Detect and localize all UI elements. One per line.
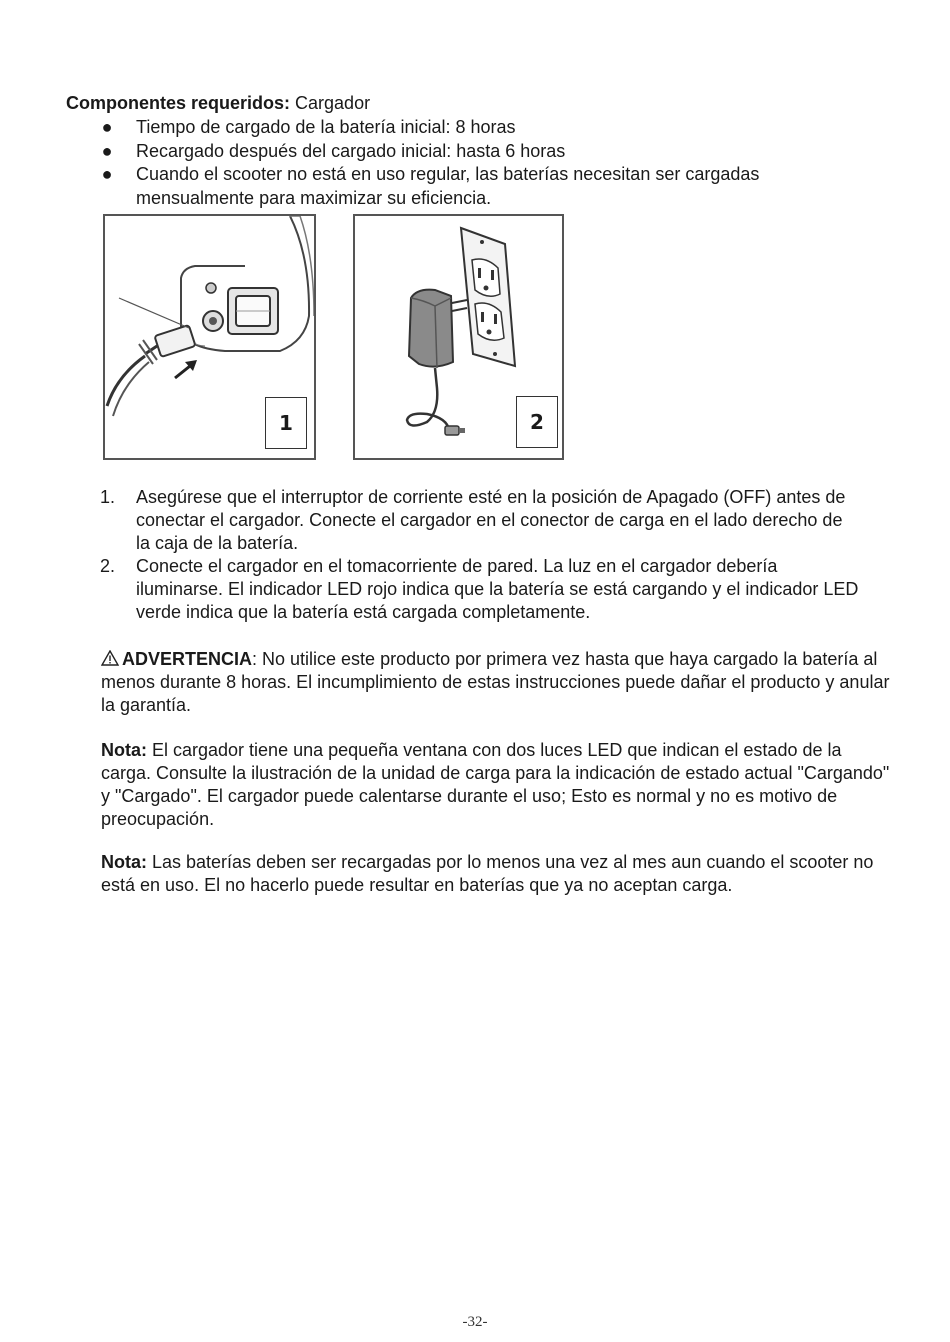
figure-1-charger-port: [103, 214, 316, 460]
figure-number-1: 1: [265, 397, 307, 449]
list-item: [100, 116, 840, 140]
bullet-icon: ●: [101, 164, 113, 184]
note-label: Nota:: [101, 852, 147, 872]
step-text: Asegúrese que el interruptor de corriente esté en la posición de Apagado (OFF) antes de conectar el cargador. Conecte el cargador en el conector de carga en el lado derecho de la caja de la batería.: [136, 487, 846, 553]
figure-number-2: 2: [516, 396, 558, 448]
list-item: [100, 140, 840, 164]
list-item: [100, 555, 860, 624]
bullet-icon: ●: [101, 140, 113, 161]
bullet-text: Tiempo de cargado de la batería inicial: 8 horas: [136, 117, 516, 137]
bullet-text: Recargado después del cargado inicial: hasta 6 horas: [136, 140, 566, 161]
page-number: -32-: [462, 1314, 488, 1330]
note-label: Nota:: [101, 740, 147, 760]
bullet-icon: ●: [101, 117, 113, 137]
charging-steps-list: [100, 486, 860, 624]
list-item: [100, 486, 860, 555]
warning-text: : No utilice este producto por primera vez hasta que haya cargado la batería al menos durante 8 horas. El incumplimiento de estas instrucciones puede dañar el producto y anular la garantía.: [101, 649, 890, 715]
figure-2-wall-outlet: [353, 214, 564, 460]
note-paragraph-1: [101, 739, 891, 831]
warning-triangle-icon: [101, 650, 119, 666]
required-components-label: Componentes requeridos:: [66, 93, 291, 113]
note-text: Las baterías deben ser recargadas por lo menos una vez al mes aun cuando el scooter no está en uso. El no hacerlo puede resultar en baterías que ya no aceptan carga.: [101, 852, 874, 895]
step-number: 2.: [100, 556, 116, 576]
required-components-line: [66, 92, 370, 115]
warning-label: ADVERTENCIA: [122, 649, 253, 669]
bullet-text: Cuando el scooter no está en uso regular, las baterías necesitan ser cargadas mensualmente para maximizar su eficiencia.: [136, 164, 760, 208]
warning-paragraph: [101, 648, 891, 717]
note-text: El cargador tiene una pequeña ventana con dos luces LED que indican el estado de la carga. Consulte la ilustración de la unidad de carga para la indicación de estado actual "Cargando" y "Cargado". El cargador puede calentarse durante el uso; Esto es normal y no es motivo de preocupación.: [101, 740, 890, 829]
step-text: Conecte el cargador en el tomacorriente de pared. La luz en el cargador debería iluminarse. El indicador LED rojo indica que la batería se está cargando y el indicador LED verde indica que la batería está cargada completamente.: [136, 556, 859, 622]
step-number: 1.: [100, 487, 116, 507]
required-components-value: Cargador: [290, 93, 371, 113]
note-paragraph-2: [101, 851, 891, 897]
list-item: [100, 163, 840, 210]
charging-bullet-list: [100, 116, 840, 210]
